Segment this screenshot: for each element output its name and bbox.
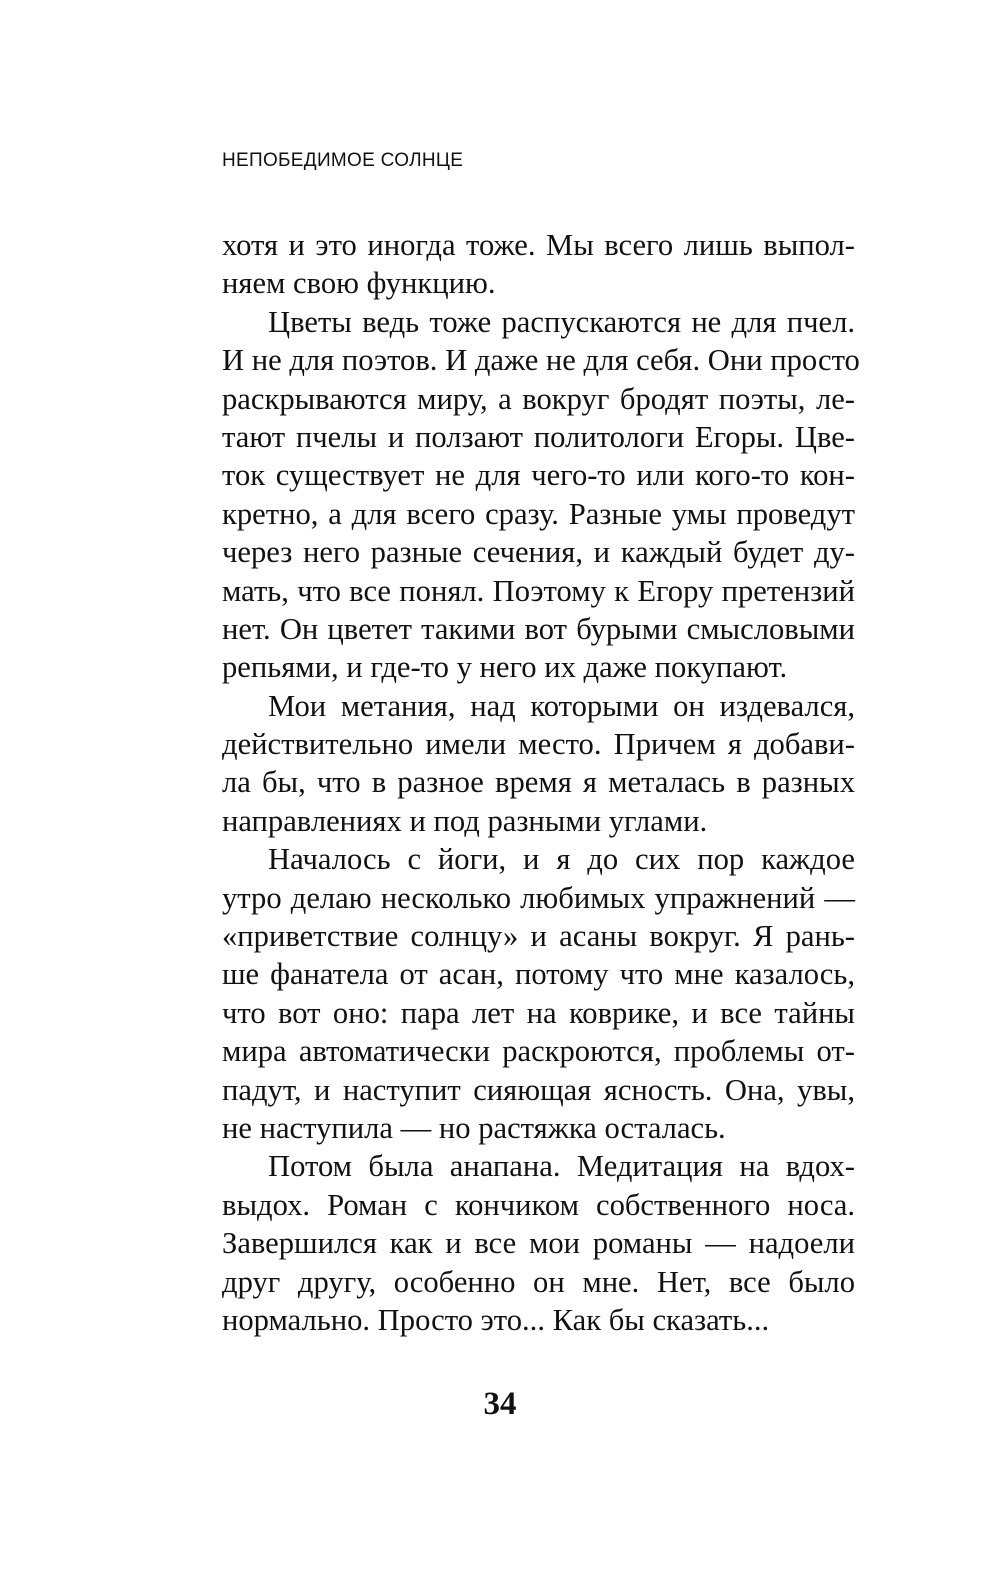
text-line: Потом была анапана. Медитация на вдох- [268, 1149, 855, 1184]
text-line: нормально. Просто это... Как бы сказать... [222, 1302, 770, 1337]
text-line: друг другу, особенно он мне. Нет, все было [222, 1264, 855, 1299]
text-line: хотя и это иногда тоже. Мы всего лишь выпол- [222, 228, 855, 262]
text-line: няем свою функцию. [222, 266, 496, 301]
text-line: действительно имели место. Причем я добави- [222, 727, 855, 762]
text-line: Началось с йоги, и я до сих пор каждое [268, 842, 855, 877]
running-header: НЕПОБЕДИМОЕ СОЛНЦЕ [222, 150, 464, 171]
text-line: что вот оно: пара лет на коврике, и все тайны [222, 995, 855, 1030]
text-line: раскрываются миру, а вокруг бродят поэты, ле- [222, 381, 855, 416]
text-line: репьями, и где-то у него их даже покупают. [222, 650, 788, 685]
text-line: Завершился как и все мои романы — надоели [222, 1226, 855, 1261]
text-line: нет. Он цветет такими вот бурыми смысловыми [222, 611, 855, 646]
text-line: выдох. Роман с кончиком собственного носа. [222, 1187, 855, 1222]
text-line: мать, что все понял. Поэтому к Егору претензий [222, 573, 855, 608]
text-line: не наступила — но растяжка осталась. [222, 1110, 726, 1145]
text-line: И не для поэтов. И даже не для себя. Они просто [222, 343, 860, 378]
text-line: «приветствие солнцу» и асаны вокруг. Я рань- [222, 919, 855, 954]
text-line: мира автоматически раскроются, проблемы от- [222, 1034, 855, 1069]
text-line: Мои метания, над которыми он издевался, [268, 688, 855, 723]
text-line: направлениях и под разными углами. [222, 803, 708, 838]
text-line: тают пчелы и ползают политологи Егоры. Цве- [222, 419, 855, 454]
text-line: ток существует не для чего-то или кого-то кон- [222, 458, 855, 493]
page-number: 34 [483, 1386, 517, 1422]
body-text [222, 226, 860, 1339]
text-line: утро делаю несколько любимых упражнений — [222, 880, 855, 915]
text-line: ше фанатела от асан, потому что мне казалось, [222, 957, 855, 992]
text-line: падут, и наступит сияющая ясность. Она, увы, [222, 1072, 855, 1107]
text-line: кретно, а для всего сразу. Разные умы проведут [222, 496, 855, 531]
text-line: Цветы ведь тоже распускаются не для пчел. [268, 304, 855, 339]
text-line: через него разные сечения, и каждый будет ду- [222, 535, 855, 570]
text-line: ла бы, что в разное время я металась в разных [222, 765, 855, 800]
